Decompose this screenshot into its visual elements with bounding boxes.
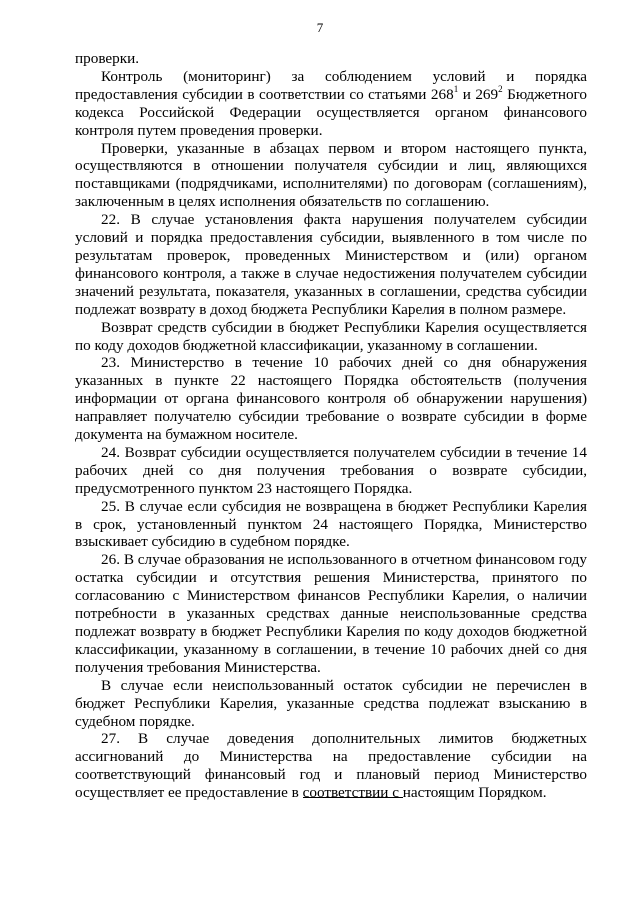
paragraph-item-25: 25. В случае если субсидия не возвращена в бюджет Республики Карелия в срок, установленный пунктом 24 настоящего Порядка, Министерство взыскивает субсидию в судебном порядке. bbox=[75, 497, 587, 551]
paragraph-inspections: Проверки, указанные в абзацах первом и втором настоящего пункта, осуществляются в отношении получателя субсидии и лиц, являющихся поставщиками (подрядчиками, исполнителями) по договорам (соглашениям), заключенным в целях исполнения обязательств по соглашению. bbox=[75, 139, 587, 211]
paragraph-text: Бюджетного кодекса Российской Федерации осуществляется органом финансового контроля путем проведения проверки. bbox=[75, 85, 587, 139]
paragraph-unused-balance: В случае если неиспользованный остаток субсидии не перечислен в бюджет Республики Карелия, указанные средства подлежат взысканию в судебном порядке. bbox=[75, 676, 587, 730]
end-rule-divider bbox=[303, 797, 403, 798]
paragraph-control-monitoring bbox=[75, 68, 587, 140]
paragraph-text: и 269 bbox=[458, 85, 499, 103]
page-number: 7 bbox=[316, 20, 324, 35]
body-text bbox=[75, 50, 587, 802]
paragraph-item-22: 22. В случае установления факта нарушения получателем субсидии условий и порядка предоставления субсидии, выявленного в том числе по результатам проверок, проведенных Министерством и (или) органом финансового контроля, а также в случае недостижения получателем субсидии значений результата, показателя, указанных в соглашении, средства субсидии подлежат возврату в доход бюджета Республики Карелия в полном размере. bbox=[75, 211, 587, 318]
superscript: 1 bbox=[453, 83, 459, 94]
paragraph-item-24: 24. Возврат субсидии осуществляется получателем субсидии в течение 14 рабочих дней со дня получения требования о возврате субсидии, предусмотренного пунктом 23 настоящего Порядка. bbox=[75, 443, 587, 497]
paragraph-text: Контроль (мониторинг) за соблюдением условий и порядка предоставления субсидии в соответствии со статьями 268 bbox=[75, 67, 587, 103]
paragraph-item-26: 26. В случае образования не использованного в отчетном финансовом году остатка субсидии и отсутствия решения Министерства, принятого по согласованию с Министерством финансов Республики Карелия, о наличии потребности в указанных средствах данные неиспользованные средства подлежат возврату в бюджет Республики Карелия по коду доходов бюджетной классификации, указанному в соглашении, в течение 10 рабочих дней со дня получения требования Министерства. bbox=[75, 551, 587, 676]
paragraph-refund-code: Возврат средств субсидии в бюджет Республики Карелия осуществляется по коду доходов бюджетной классификации, указанному в соглашении. bbox=[75, 318, 587, 354]
paragraph-item-23: 23. Министерство в течение 10 рабочих дней со дня обнаружения указанных в пункте 22 настоящего Порядка обстоятельств (получения информации от органа финансового контроля об обнаружении нарушения) направляет получателю субсидии требование о возврате субсидии в форме документа на бумажном носителе. bbox=[75, 354, 587, 444]
superscript: 2 bbox=[498, 83, 503, 94]
paragraph-continuation: проверки. bbox=[75, 50, 140, 67]
paragraph-item-27: 27. В случае доведения дополнительных лимитов бюджетных ассигнований до Министерства на предоставление субсидии на соответствующий финансовый год и плановый период Министерство осуществляет ее предоставление в соответствии с настоящим Порядком. bbox=[75, 730, 587, 802]
